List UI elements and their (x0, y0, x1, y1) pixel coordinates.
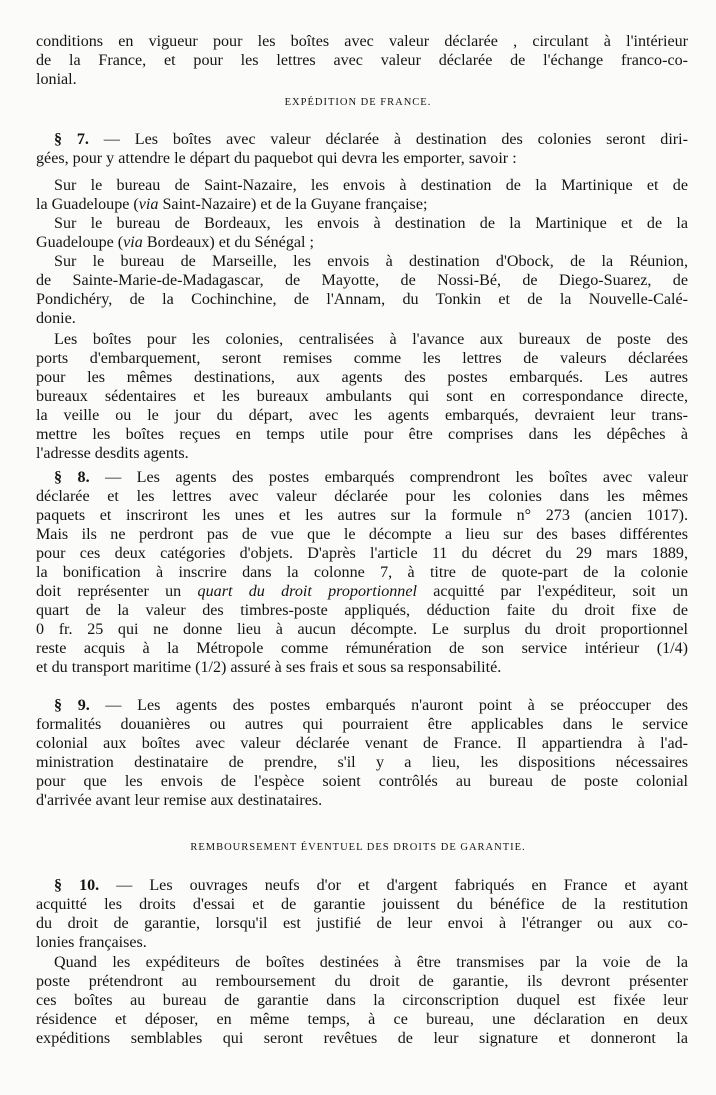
text-line: donie. (36, 310, 76, 327)
text-line: paquets et inscriront les unes et les autres sur la formule n° 273 (ancien 1017). (36, 507, 688, 524)
text-line: Les boîtes pour les colonies, centralisées à l'avance aux bureaux de poste des (54, 331, 688, 348)
text-line: reste acquis à la Métropole comme rémunération de son service intérieur (1/4) (36, 640, 688, 657)
section-heading-expedition: EXPÉDITION DE FRANCE. (284, 97, 432, 108)
text-line: la veille ou le jour du départ, avec les agents embarqués, devraient leur trans- (36, 407, 688, 424)
text-line: acquitté les droits d'essai et de garantie jouissent du bénéfice de la restitution (36, 896, 688, 913)
text-line: d'arrivée avant leur remise aux destinataires. (36, 792, 323, 809)
text-line: Quand les expéditeurs de boîtes destinées à être transmises par la voie de la (54, 954, 688, 971)
text-line: de Sainte-Marie-de-Madagascar, de Mayotte, de Nossi-Bé, de Diego-Suarez, de (36, 272, 688, 289)
text-line: doit représenter un quart du droit proportionnel acquitté par l'expéditeur, soit un (36, 583, 688, 600)
text-line: § 9. — Les agents des postes embarqués n'auront point à se préoccuper des (54, 697, 688, 714)
text-line: § 7. — Les boîtes avec valeur déclarée à destination des colonies seront diri- (54, 131, 688, 148)
section-number: § 8. (54, 469, 90, 486)
text-line: Sur le bureau de Marseille, les envois à destination d'Obock, de la Réunion, (54, 253, 688, 270)
text-line: du droit de garantie, lorsqu'il est justifié de leur envoi à l'étranger ou aux co- (36, 915, 688, 932)
section-number: § 10. (54, 877, 100, 894)
text-line: et du transport maritime (1/2) assuré à ses frais et sous sa responsabilité. (36, 659, 502, 676)
section-number: § 7. (54, 131, 89, 148)
text-line: pour que les envois de l'espèce soient contrôlés au bureau de poste colonial (36, 773, 688, 790)
text-line: expéditions semblables qui seront revêtues de leur signature et donneront la (36, 1030, 688, 1047)
text-line: 0 fr. 25 qui ne donne lieu à aucun décompte. Le surplus du droit proportionnel (36, 621, 688, 638)
text-line: ports d'embarquement, seront remises comme les lettres de valeurs déclarées (36, 350, 688, 367)
text-line: la bonification à inscrire dans la colonne 7, à titre de quote-part de la colonie (36, 564, 688, 581)
text-line: § 10. — Les ouvrages neufs d'or et d'argent fabriqués en France et ayant (54, 877, 688, 894)
text-line: poste prétendront au remboursement du droit de garantie, ils devront présenter (36, 973, 688, 990)
text-line: Sur le bureau de Saint-Nazaire, les envois à destination de la Martinique et de (54, 177, 688, 194)
text-line: Guadeloupe (via Bordeaux) et du Sénégal ; (36, 234, 314, 251)
text-line: conditions en vigueur pour les boîtes avec valeur déclarée , circulant à l'intérieur (36, 33, 688, 50)
text-line: bureaux sédentaires et les bureaux ambulants qui sont en correspondance directe, (36, 388, 688, 405)
text-line: gées, pour y attendre le départ du paquebot qui devra les emporter, savoir : (36, 150, 517, 167)
text-line: pour ces deux catégories d'objets. D'après l'article 11 du décret du 29 mars 1889, (36, 545, 688, 562)
section-heading-remboursement: REMBOURSEMENT ÉVENTUEL DES DROITS DE GARANTIE. (190, 842, 526, 853)
text-line: Pondichéry, de la Cochinchine, de l'Annam, du Tonkin et de la Nouvelle-Calé- (36, 291, 688, 308)
text-line: résidence et déposer, en même temps, à ce bureau, une déclaration en deux (36, 1011, 688, 1028)
text-line: quart de la valeur des timbres-poste appliqués, déduction faite du droit fixe de (36, 602, 688, 619)
text-line: déclarée et les lettres avec valeur déclarée pour les colonies dans les mêmes (36, 488, 688, 505)
section-number: § 9. (54, 697, 90, 714)
text-line: de la France, et pour les lettres avec valeur déclarée de l'échange franco-co- (36, 52, 688, 69)
text-line: § 8. — Les agents des postes embarqués comprendront les boîtes avec valeur (54, 469, 688, 486)
text-line: lonial. (36, 71, 77, 88)
text-line: lonies françaises. (36, 934, 147, 951)
text-line: Sur le bureau de Bordeaux, les envois à destination de la Martinique et de la (54, 215, 688, 232)
text-line: ces boîtes au bureau de garantie dans la circonscription duquel est fixée leur (36, 992, 688, 1009)
text-line: colonial aux boîtes avec valeur déclarée venant de France. Il appartiendra à l'ad- (36, 735, 688, 752)
text-line: ministration destinataire de prendre, s'il y a lieu, les dispositions nécessaires (36, 754, 688, 771)
text-line: la Guadeloupe (via Saint-Nazaire) et de la Guyane française; (36, 196, 428, 213)
text-line: formalités douanières ou autres qui pourraient être applicables dans le service (36, 716, 688, 733)
text-line: Mais ils ne perdront pas de vue que le décompte a lieu sur des bases différentes (36, 526, 688, 543)
text-line: l'adresse desdits agents. (36, 445, 189, 462)
text-line: mettre les boîtes reçues en temps utile pour être comprises dans les dépêches à (36, 426, 688, 443)
text-line: pour les mêmes destinations, aux agents des postes embarqués. Les autres (36, 369, 688, 386)
